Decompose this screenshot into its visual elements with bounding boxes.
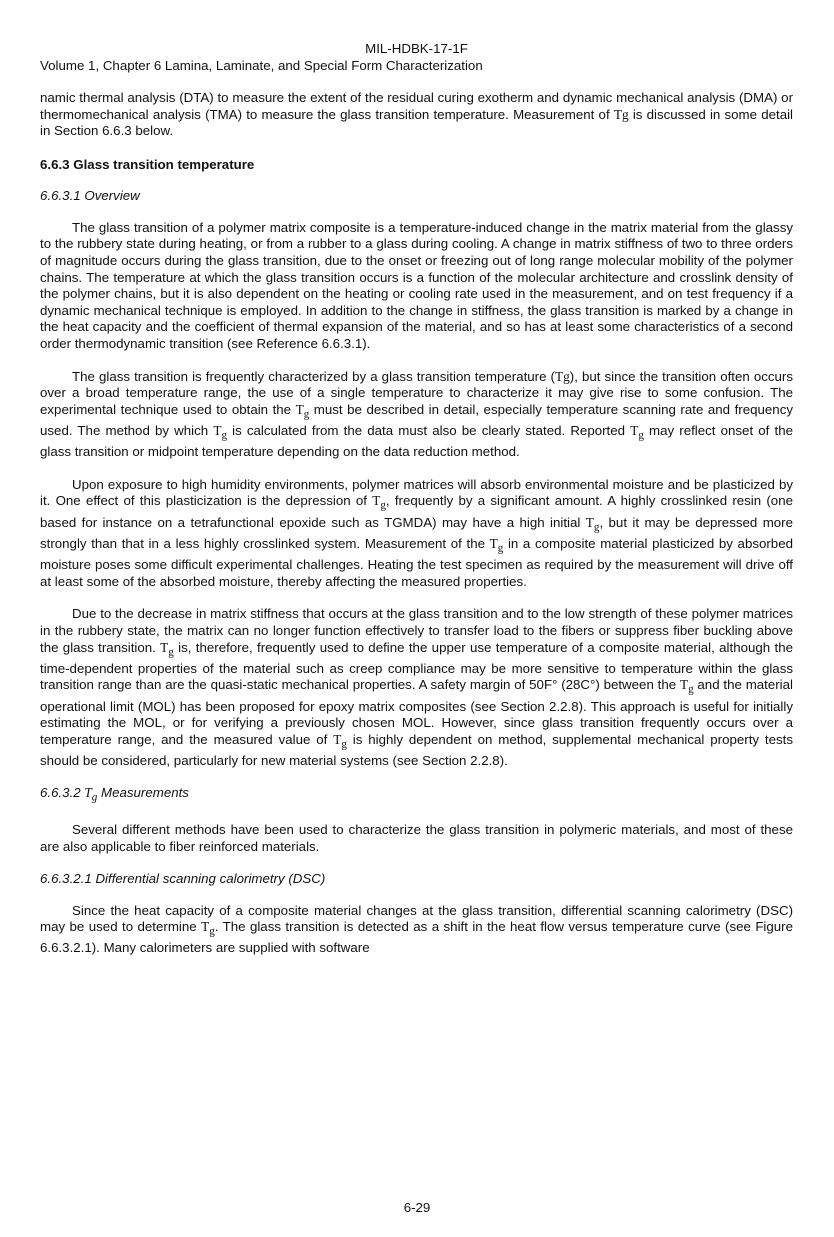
intro-paragraph: namic thermal analysis (DTA) to measure the extent of the residual curing exotherm and dynamic mechanical analysis (DMA) or thermomechanical analysis (TMA) to measure the glass transition temperature. Measurement of Tg is discussed in some detail in Section 6.6.3 below. (40, 90, 794, 139)
methods-paragraph: Several different methods have been used to characterize the glass transition in polymeric materials, and most of these are also applicable to fiber reinforced materials. (40, 822, 793, 854)
subsection-heading-6-6-3-2: 6.6.3.2 $T_g$ Measurements (40, 784, 189, 804)
document-id: MIL-HDBK-17-1F (365, 41, 468, 56)
overview-paragraph: The glass transition of a polymer matrix composite is a temperature-induced change in the matrix material from the glassy to the rubbery state during heating, or from a rubber to a glass during cooling. A change in matrix stiffness of two to three orders of magnitude occurs during the glass transition, due to the onset or freezing out of long range molecular mobility of the polymer chains. The temperature at which the glass transition occurs is a function of the molecular architecture and crosslink density of the polymer chains, but it is also dependent on the heating or cooling rate used in the measurement, and on test frequency if a dynamic mechanical technique is employed. In addition to the change in stiffness, the glass transition is marked by a change in the heat capacity and the coefficient of thermal expansion of the material, and so has at least some characteristics of a second order thermodynamic transition (see Reference 6.6.3.1). (40, 219, 793, 351)
section-heading-6-6-3: 6.6.3 Glass transition temperature (40, 156, 255, 172)
dsc-paragraph: Since the heat capacity of a composite material changes at the glass transition, differential scanning calorimetry (DSC) may be used to determine $T_g$. The glass transition is detected as a shift in the heat flow versus temperature curve (see Figure 6.6.3.2.1). Many calorimeters are supplied with software (40, 902, 794, 956)
page-number: 6-29 (403, 1200, 431, 1215)
tg-definition-paragraph: The glass transition is frequently characterized by a glass transition temperature (Tg), but since the transition often occurs over a broad temperature range, the use of a single temperature to characterize it may give rise to some confusion. The experimental technique used to obtain the $T_g$ must be described in detail, especially temperature scanning rate and frequency used. The method by which $T_g$ is calculated from the data must also be clearly stated. Reported $T_g$ may reflect onset of the glass transition or midpoint temperature depending on the data reduction method. (40, 368, 794, 460)
stiffness-paragraph: Due to the decrease in matrix stiffness that occurs at the glass transition and to the low strength of these polymer matrices in the rubbery state, the matrix can no longer function effectively to transfer load to the fibers or suppress fiber buckling above the glass transition. $T_g$ is, therefore, frequently used to define the upper use temperature of a composite material, although the time-dependent properties of the material such as creep compliance may be more sensitive to temperature within the glass transition range than are the quasi-static mechanical properties. A safety margin of 50F° (28C°) between the $T_g$ and the material operational limit (MOL) has been proposed for epoxy matrix composites (see Section 2.2.8). This approach is useful for initially estimating the MOL, or for verifying a previously chosen MOL. However, since glass transition frequently occurs over a temperature range, and the measured value of $T_g$ is highly dependent on method, supplemental mechanical property tests should be considered, particularly for new material systems (see Section 2.2.8). (40, 606, 793, 769)
subsection-heading-6-6-3-1: 6.6.3.1 Overview (40, 187, 140, 203)
document-page (40, 40, 793, 957)
moisture-paragraph: Upon exposure to high humidity environments, polymer matrices will absorb environmental moisture and be plasticized by it. One effect of this plasticization is the depression of $T_g$, frequently by a significant amount. A highly crosslinked resin (one based for instance on a tetrafunctional epoxide such as TGMDA) may have a high initial $T_g$, but it may be depressed more strongly than that in a less highly crosslinked system. Measurement of the $T_g$ in a composite material plasticized by absorbed moisture poses some difficult experimental challenges. Heating the test specimen as required by the measurement will drive off at least some of the absorbed moisture, thereby affecting the measured properties. (40, 476, 793, 589)
running-header: Volume 1, Chapter 6 Lamina, Laminate, and Special Form Characterization (40, 58, 483, 73)
subsection-heading-6-6-3-2-1: 6.6.3.2.1 Differential scanning calorimetry (DSC) (40, 870, 326, 886)
